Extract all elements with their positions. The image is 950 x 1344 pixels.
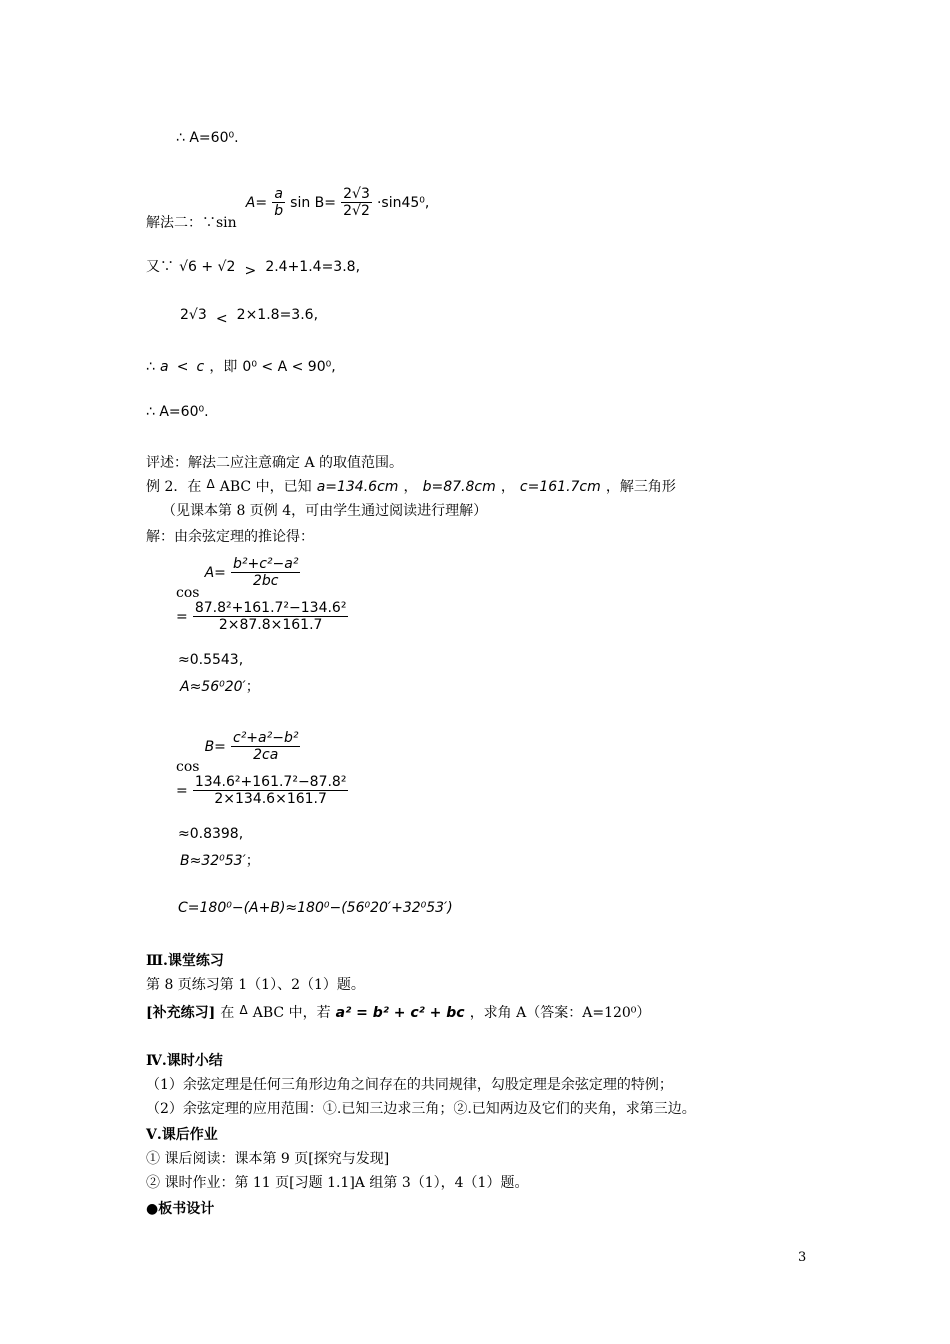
cos-a-lhs: A=: [204, 565, 226, 581]
semicolon: ；: [245, 679, 260, 695]
supplementary-end: ，求角 A（答案：A=120⁰）: [469, 1005, 651, 1021]
fraction-root3-over-root2: [341, 186, 372, 219]
page-number: 3: [798, 1250, 807, 1265]
cos-a-numeric: [176, 600, 348, 633]
fraction-denominator: b: [274, 203, 284, 219]
cos-b-numeric-fraction: [193, 774, 349, 807]
supplementary-abc: ABC 中，若: [252, 1005, 331, 1021]
section-5-item-1: ① 课后阅读：课本第 9 页[探究与发现]: [146, 1151, 390, 1167]
section-3-title: Ⅲ.课堂练习: [146, 953, 224, 969]
solution-two-line: [146, 176, 430, 231]
cos-a-numeric-fraction: [193, 600, 349, 633]
angle-range-expression: 0⁰ < A < 90⁰,: [242, 359, 336, 375]
example-2-line: 例 2．在 Δ ABC 中，已知 a=134.6cm ， b=87.8cm ， c=161.7cm ，解三角形: [146, 477, 676, 495]
root-sum-expression: √6 + √2: [179, 259, 236, 275]
cos-a-approx: ≈0.5543,: [178, 652, 244, 668]
angle-a-approx: A≈56⁰20′: [180, 679, 246, 695]
example-2-note: （见课本第 8 页例 4，可由学生通过阅读进行理解）: [162, 503, 488, 519]
cos-b-formula: [176, 724, 300, 775]
angle-b-approx: B≈32⁰53′: [180, 853, 246, 869]
solution-two-prefix: 解法二：∵sin: [146, 215, 237, 231]
supplementary-practice-line: [146, 1002, 650, 1022]
cos-b-fraction: [231, 730, 300, 763]
side-c-value: c=161.7cm: [519, 479, 601, 495]
therefore-symbol: ∴: [146, 359, 155, 375]
cos-label: cos: [176, 585, 200, 601]
fraction-denominator: 2bc: [231, 572, 300, 589]
therefore-a-60-line-2: ∴ A=60⁰.: [146, 404, 209, 420]
cos-b-numeric: [176, 774, 348, 807]
board-design-heading: ●板书设计: [146, 1201, 215, 1217]
sin-b-expression: sin B=: [290, 195, 337, 211]
side-b-value: b=87.8cm: [422, 479, 496, 495]
semicolon: ；: [245, 853, 260, 869]
cos-a-formula: [176, 552, 300, 601]
fraction-denominator: 2×87.8×161.7: [193, 616, 349, 633]
fraction-denominator: 2√2: [343, 203, 370, 219]
example-2-prefix: 例 2．在: [146, 479, 202, 495]
supplementary-label: [补充练习]: [146, 1005, 216, 1021]
section-3-text: 第 8 页练习第 1（1）、2（1）题。: [146, 977, 365, 993]
section-5-item-2: ② 课时作业：第 11 页[习题 1.1]A 组第 3（1），4（1）题。: [146, 1175, 529, 1191]
root-sum-estimate: 2.4+1.4=3.8,: [265, 259, 361, 275]
less-than-sign: <: [215, 311, 228, 327]
angle-c-expression: C=180⁰−(A+B)≈180⁰−(56⁰20′+32⁰53′): [178, 900, 453, 916]
angle-a-approx-line: [180, 676, 260, 696]
greater-than-sign: >: [244, 263, 257, 279]
section-4-item-2: （2）余弦定理的应用范围：①.已知三边求三角；②.已知两边及它们的夹角，求第三边。: [146, 1101, 696, 1117]
section-4-title: Ⅳ.课时小结: [146, 1053, 223, 1069]
therefore-a-60-line-1: ∴ A=60⁰.: [176, 130, 239, 146]
fraction-numerator: c²+a²−b²: [233, 730, 299, 746]
sin45-expression: ·sin45⁰,: [376, 195, 430, 211]
fraction-numerator: 87.8²+161.7²−134.6²: [194, 600, 347, 616]
var-a: a: [160, 359, 169, 375]
fraction-numerator: 134.6²+161.7²−87.8²: [194, 774, 347, 790]
less-than-sign: <: [176, 359, 189, 375]
fraction-denominator: 2ca: [231, 746, 300, 763]
angle-b-approx-line: [180, 850, 260, 870]
cos-label: cos: [176, 759, 200, 775]
equals-sign: =: [176, 609, 188, 625]
section-5-title: Ⅴ.课后作业: [146, 1127, 218, 1143]
fraction-numerator: b²+c²−a²: [232, 556, 299, 572]
triangle-symbol: Δ: [239, 1003, 248, 1017]
namely-text: ，即: [209, 359, 238, 375]
cos-a-fraction: [231, 556, 300, 589]
equals-sign: =: [176, 783, 188, 799]
var-c: c: [196, 359, 205, 375]
fraction-numerator: a: [274, 186, 283, 202]
fraction-a-over-b: [272, 186, 285, 219]
cos-b-lhs: B=: [204, 739, 226, 755]
two-root3-estimate: 2×1.8=3.6,: [236, 307, 319, 323]
a-less-than-c-line: [146, 356, 336, 376]
sin-a-lhs: A=: [245, 195, 268, 211]
two-root3-line: [180, 304, 319, 327]
two-root3-expression: 2√3: [180, 307, 207, 323]
since-prefix: 又∵: [146, 259, 174, 275]
supplementary-prefix: 在: [220, 1005, 235, 1021]
solution-intro: 解：由余弦定理的推论得：: [146, 529, 314, 545]
comment-line: 评述：解法二应注意确定 A 的取值范围。: [146, 455, 404, 471]
triangle-symbol: Δ: [206, 477, 215, 491]
section-4-item-1: （1）余弦定理是任何三角形边角之间存在的共同规律，勾股定理是余弦定理的特例；: [146, 1077, 673, 1093]
example-2-abc: ABC 中，已知: [219, 479, 312, 495]
fraction-numerator: 2√3: [343, 186, 370, 202]
side-a-value: a=134.6cm: [316, 479, 399, 495]
cos-b-approx: ≈0.8398,: [178, 826, 244, 842]
since-root-sum-line: [146, 256, 361, 279]
supplementary-equation: a² = b² + c² + bc: [335, 1005, 465, 1021]
fraction-denominator: 2×134.6×161.7: [193, 790, 349, 807]
example-2-end: ，解三角形: [605, 479, 676, 495]
